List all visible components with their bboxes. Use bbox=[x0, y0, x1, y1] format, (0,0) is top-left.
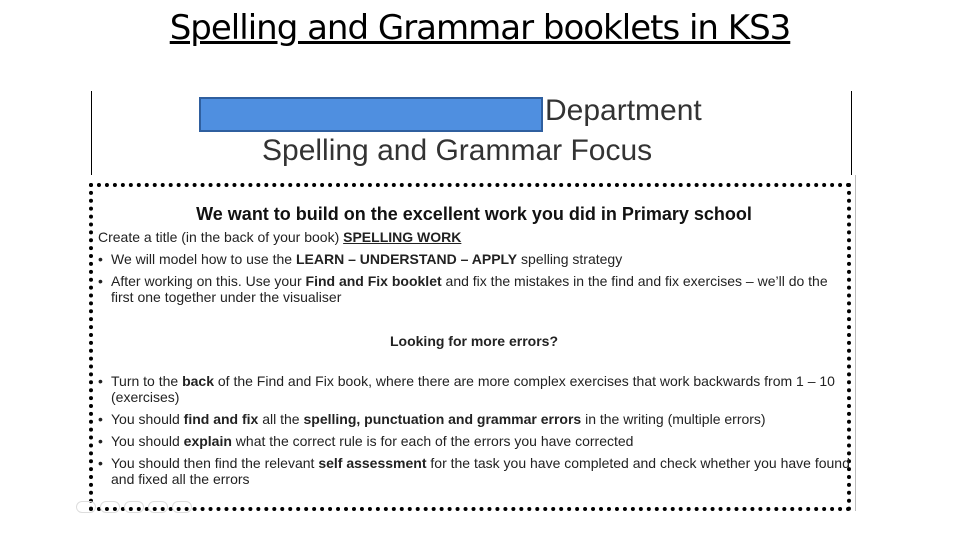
bullet-text: You should bbox=[111, 411, 184, 427]
bullet-text: what the correct rule is for each of the errors you have corrected bbox=[231, 433, 634, 449]
left-border-line bbox=[91, 91, 92, 175]
right-border-line bbox=[851, 91, 852, 175]
department-label: Department bbox=[545, 94, 702, 127]
subheading-text: Looking for more errors? bbox=[389, 333, 559, 349]
slide-title: Spelling and Grammar booklets in KS3 bbox=[169, 8, 791, 48]
bullet-text: of the Find and Fix book, where there are more complex exercises that work backwards from 1 – 10 (exercises) bbox=[111, 373, 835, 405]
instruction-list-1 bbox=[98, 251, 850, 305]
bullet-emphasis: explain bbox=[183, 433, 232, 449]
decoration-mark bbox=[124, 501, 144, 513]
bullet-emphasis: find and fix bbox=[183, 411, 259, 427]
bullet-text: and fix the mistakes in the find and fix exercises – we’ll do the first one together under the visualiser bbox=[111, 273, 828, 305]
bullet-text: spelling strategy bbox=[517, 251, 623, 267]
decoration-mark bbox=[172, 501, 192, 513]
instructions-heading: We want to build on the excellent work you did in Primary school bbox=[196, 204, 752, 224]
bullet-text: You should then find the relevant bbox=[111, 455, 319, 471]
bullet-emphasis: spelling, punctuation and grammar errors bbox=[303, 411, 582, 427]
list-item bbox=[98, 373, 850, 405]
bullet-text: for the task you have completed and check whether you have found and fixed all the errors bbox=[111, 455, 850, 487]
bullet-emphasis: self assessment bbox=[318, 455, 427, 471]
bullet-text: After working on this. Use your bbox=[111, 273, 306, 289]
list-item bbox=[98, 411, 850, 427]
bullet-text: Turn to the bbox=[111, 373, 183, 389]
subheading bbox=[98, 333, 850, 349]
decoration-mark bbox=[148, 501, 168, 513]
redacted-department-name bbox=[199, 97, 543, 132]
bullet-text: We will model how to use the bbox=[111, 251, 296, 267]
bullet-emphasis: LEARN – UNDERSTAND – APPLY bbox=[295, 251, 518, 267]
list-item bbox=[98, 273, 850, 305]
instructions-content bbox=[98, 203, 850, 493]
right-border-line-lower bbox=[855, 175, 856, 511]
title-instruction-emphasis: SPELLING WORK bbox=[343, 229, 462, 245]
bullet-text: You should bbox=[111, 433, 184, 449]
focus-label: Spelling and Grammar Focus bbox=[262, 134, 653, 167]
list-item bbox=[98, 455, 850, 487]
bullet-emphasis: back bbox=[182, 373, 214, 389]
bullet-text: all the bbox=[258, 411, 304, 427]
faint-decoration bbox=[76, 500, 216, 514]
decoration-mark bbox=[100, 501, 120, 513]
instruction-list-2 bbox=[98, 373, 850, 487]
bullet-text: in the writing (multiple errors) bbox=[581, 411, 766, 427]
list-item bbox=[98, 433, 850, 449]
bullet-emphasis: Find and Fix booklet bbox=[305, 273, 442, 289]
list-item bbox=[98, 251, 850, 267]
title-instruction-text: Create a title (in the back of your book) bbox=[98, 229, 344, 245]
title-instruction bbox=[98, 229, 850, 245]
decoration-mark bbox=[76, 501, 96, 513]
